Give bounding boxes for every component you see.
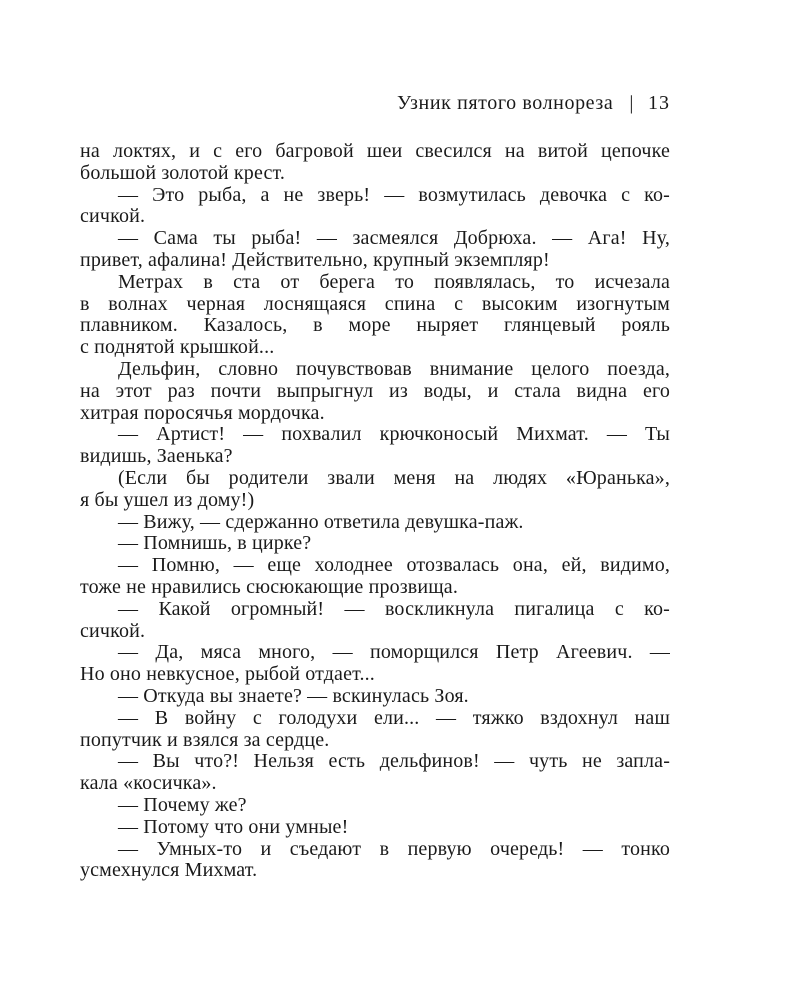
text-line: с поднятой крышкой... — [80, 337, 275, 359]
text-line: привет, афалина! Действительно, крупный экземпляр! — [80, 249, 550, 271]
text-line: — Вы что?! Нельзя есть дельфинов! — чуть не запла- — [118, 751, 670, 773]
text-line: большой золотой крест. — [80, 162, 286, 184]
text-line: сичкой. — [80, 206, 146, 228]
text-line: — Да, мяса много, — поморщился Петр Агеевич. — — [118, 642, 670, 664]
text-line: — Какой огромный! — воскликнула пигалица с ко- — [118, 598, 670, 620]
body-text — [80, 141, 670, 882]
text-line: на этот раз почти выпрыгнул из воды, и стала видна его — [80, 380, 670, 402]
text-line: — Откуда вы знаете? — вскинулась Зоя. — [118, 685, 469, 707]
text-line: — Вижу, — сдержанно ответила девушка-паж. — [118, 511, 524, 533]
text-line: — Помнишь, в цирке? — [118, 533, 312, 555]
text-line: хитрая поросячья мордочка. — [80, 402, 325, 424]
page-number: 13 — [648, 92, 670, 114]
header-separator: | — [629, 92, 634, 114]
book-title: Узник пятого волнореза — [397, 92, 614, 114]
text-line: (Если бы родители звали меня на людях «Юранька», — [118, 467, 670, 489]
text-line: — Помню, — еще холоднее отозвалась она, ей, видимо, — [118, 555, 670, 577]
text-line: — Умных-то и съедают в первую очередь! — тонко — [118, 838, 670, 860]
text-line: — Артист! — похвалил крючконосый Михмат. — Ты — [118, 424, 670, 446]
text-line: в волнах черная лоснящаяся спина с высоким изогнутым — [80, 293, 670, 315]
text-line: кала «косичка». — [80, 773, 217, 795]
text-line: Но оно невкусное, рыбой отдает... — [80, 664, 375, 686]
text-line: видишь, Заенька? — [80, 446, 233, 468]
text-line: — В войну с голодухи ели... — тяжко вздохнул наш — [118, 707, 670, 729]
text-line: я бы ушел из дому!) — [80, 489, 255, 511]
text-line: — Это рыба, а не зверь! — возмутилась девочка с ко- — [118, 184, 670, 206]
text-line: усмехнулся Михмат. — [80, 860, 258, 882]
text-line: тоже не нравились сюсюкающие прозвища. — [80, 576, 458, 598]
text-line: — Потому что они умные! — [118, 816, 349, 838]
text-line: Метрах в ста от берега то появлялась, то исчезала — [118, 271, 670, 293]
text-line: на локтях, и с его багровой шеи свесился на витой цепочке — [80, 141, 670, 162]
running-head — [397, 91, 670, 115]
text-line: Дельфин, словно почувствовав внимание целого поезда, — [118, 358, 670, 380]
text-line: плавником. Казалось, в море ныряет глянцевый рояль — [80, 315, 670, 337]
text-line: сичкой. — [80, 620, 146, 642]
text-line: — Сама ты рыба! — засмеялся Добрюха. — Ага! Ну, — [118, 228, 670, 250]
text-line: — Почему же? — [118, 794, 247, 816]
text-line: попутчик и взялся за сердце. — [80, 729, 330, 751]
